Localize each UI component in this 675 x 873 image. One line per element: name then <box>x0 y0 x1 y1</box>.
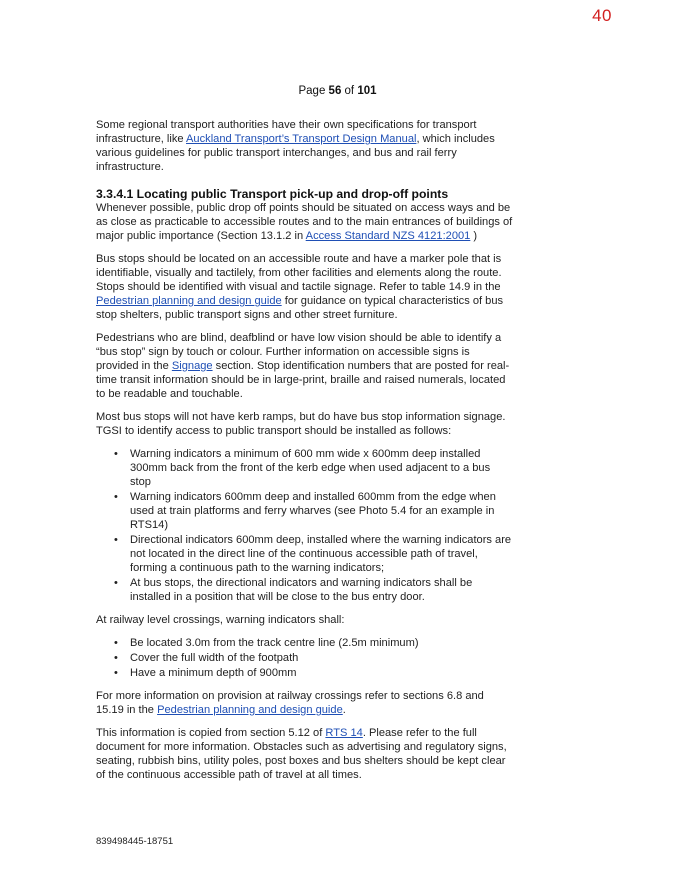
list-item-text: Have a minimum depth of 900mm <box>130 667 297 679</box>
list-item-text: Warning indicators a minimum of 600 mm wide x 600mm deep installed 300mm back from the front of the kerb edge when used adjacent to a bus stop <box>130 448 491 488</box>
p1-text-end: ) <box>470 230 478 242</box>
intro-paragraph <box>96 118 514 174</box>
list-item-text: Be located 3.0m from the track centre line (2.5m minimum) <box>130 637 419 649</box>
list-item <box>96 576 514 604</box>
list-item <box>96 651 514 665</box>
list-item-text: Warning indicators 600mm deep and installed 600mm from the edge when used at train platforms and ferry wharves (see Photo 5.4 for an example in RTS14) <box>130 491 496 531</box>
list-item <box>96 490 514 532</box>
link-signage[interactable]: Signage <box>171 360 213 372</box>
bullet-icon: • <box>114 534 118 546</box>
list-item <box>96 666 514 680</box>
paragraph-tgsi: Most bus stops will not have kerb ramps, but do have bus stop information signage. TGSI to identify access to public transport should be installed as follows: <box>96 411 506 437</box>
p6-text: For more information on provision at railway crossings refer to sections 6.8 and 15.19 in the <box>96 690 484 716</box>
page-total: 101 <box>357 85 377 97</box>
p1-text: Whenever possible, public drop off points should be situated on access ways and be as close as practicable to accessible routes and to the main entrances of buildings of major public importance (Section 13.1.2 in <box>96 202 513 242</box>
bullet-icon: • <box>114 448 118 460</box>
document-id: 839498445-18751 <box>96 836 174 847</box>
p7-text: This information is copied from section 5.12 of <box>96 727 326 739</box>
link-access-standard[interactable]: Access Standard NZS 4121:2001 <box>305 230 471 242</box>
list-item-text: Directional indicators 600mm deep, installed where the warning indicators are not located in the direct line of the continuous accessible path of travel, forming a continuous path to the warning indicators; <box>130 534 512 574</box>
bullet-icon: • <box>114 491 118 503</box>
link-auckland-transport-manual[interactable]: Auckland Transport’s Transport Design Manual <box>186 133 417 145</box>
document-body <box>96 118 514 791</box>
bullet-icon: • <box>114 667 118 679</box>
p2-text: Bus stops should be located on an accessible route and have a marker pole that is identifiable, visually and tactilely, from other facilities and elements along the route. Stops should be identified with visual and tactile signage. Refer to table 14.9 in the <box>96 253 502 293</box>
railway-list <box>96 636 514 680</box>
page-prefix: Page <box>298 85 329 97</box>
list-item <box>96 447 514 489</box>
link-pedestrian-guide-2[interactable]: Pedestrian planning and design guide <box>157 704 343 716</box>
paragraph-railway-info <box>96 689 514 717</box>
paragraph-bus-stops <box>96 252 514 322</box>
list-item <box>96 533 514 575</box>
link-pedestrian-guide[interactable]: Pedestrian planning and design guide <box>96 295 282 307</box>
page-indicator <box>0 85 675 97</box>
list-item-text: Cover the full width of the footpath <box>130 652 299 664</box>
section-heading: 3.3.4.1 Locating public Transport pick-up and drop-off points <box>96 187 449 201</box>
intro-text: Some regional transport authorities have their own specifications for transport infrastructure, like <box>96 119 477 145</box>
paragraph-rts14 <box>96 726 514 782</box>
intro-text-end: , which includes various guidelines for public transport interchanges, and bus and rail ferry infrastructure. <box>96 133 495 173</box>
list-item <box>96 636 514 650</box>
p6-text-end: . <box>342 704 346 716</box>
corner-page-number: 40 <box>592 6 612 25</box>
bullet-icon: • <box>114 652 118 664</box>
list-item-text: At bus stops, the directional indicators and warning indicators shall be installed in a position that will be close to the bus entry door. <box>130 577 473 603</box>
bullet-icon: • <box>114 577 118 589</box>
p3-text: Pedestrians who are blind, deafblind or have low vision should be able to identify a “bus stop” sign by touch or colour. Further information on accessible signs is provided in the <box>96 332 502 372</box>
p2-text-end: for guidance on typical characteristics of bus stop shelters, public transport signs and other street furniture. <box>96 295 504 321</box>
tgsi-list <box>96 447 514 604</box>
p3-text-end: section. Stop identification numbers that are posted for real-time transit information should be in large-print, braille and raised numerals, located to be readable and touchable. <box>96 360 510 400</box>
paragraph-dropoff <box>96 201 514 243</box>
paragraph-railway-intro: At railway level crossings, warning indicators shall: <box>96 614 345 626</box>
p7-text-end: . Please refer to the full document for more information. Obstacles such as advertising and regulatory signs, seating, rubbish bins, utility poles, post boxes and bus shelters should be kept clear of the continuous accessible path of travel at all times. <box>96 727 507 781</box>
page-of: of <box>341 85 358 97</box>
page-current: 56 <box>328 85 342 97</box>
link-rts-14[interactable]: RTS 14 <box>325 727 363 739</box>
paragraph-signage <box>96 331 514 401</box>
bullet-icon: • <box>114 637 118 649</box>
